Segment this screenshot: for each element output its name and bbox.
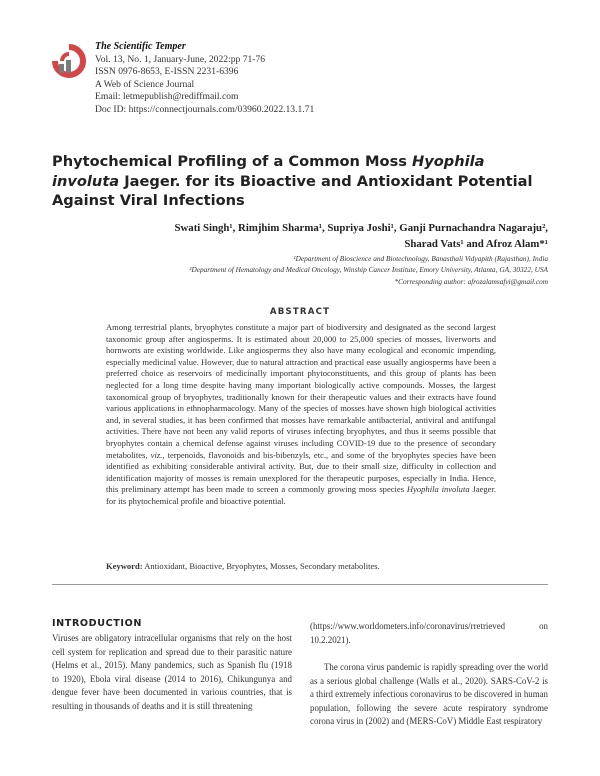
journal-volume: Vol. 13, No. 1, January-June, 2022:pp 71-76 bbox=[95, 53, 266, 65]
corresponding-author: *Corresponding author: afrozalamsafvi@gmail.com bbox=[394, 276, 548, 286]
introduction-right-column: The corona virus pandemic is rapidly spreading over the world as a serious global challenge (Walls et al., 2020). SARS-CoV-2 is a third extremely infectious coronavirus to be discovered in human population, following the severe acute respiratory syndrome corona virus in (2002) and (MERS-CoV) Middle East respiratory bbox=[310, 662, 548, 727]
abstract-heading: ABSTRACT bbox=[269, 307, 331, 317]
title-species: Hyophila involuta bbox=[52, 153, 485, 190]
journal-info bbox=[95, 41, 395, 117]
abstract-text-1: Among terrestrial plants, bryophytes constitute a major part of biodiversity and designated as the second largest taxonomic group after angiosperms. It is estimated about 20,000 to 25,000 species of mosses, liverworts and hornworts are existing worldwide. Like angiosperms they also have many ecological and economic impending, especially medicinal value. However, due to natural attraction and practical ease usually angiosperms have been a preferred choice as reservoirs of medicinally important phytoconstituents, and this group of plants has been neglected for a long time despite having many important biologically active compounds. Mosses, the largest taxonomical group of bryophytes, traditionally known for their therapeutic values and their extracts have found various applications in ethnopharmacology. Many of the species of mosses have shown high biological activities and, in several studies, it has been confirmed that mosses have remarkable antibacterial, antiviral and antifungal activities. There have not been any valid reports of viruses infecting bryophytes, and thus it seems possible that bryophytes contain a chemical defense against viruses including COVID-19 due to the presence of secondary metabolites, bbox=[106, 322, 496, 460]
author-list bbox=[88, 220, 548, 252]
abstract-text-2: , terpenoids, flavonoids and bis-bibenzyls, etc., and some of the bryophytes species have been identified as exhibiting considerable antiviral activity. But, due to their small size, difficulty in collection and identification majority of mosses is remain unexplored for the therapeutic purposes, especially in India. Hence, this preliminary attempt has been made to screen a commonly growing moss species bbox=[106, 449, 496, 495]
introduction-heading: INTRODUCTION bbox=[52, 618, 142, 629]
journal-email: Email: letmepublish@rediffmail.com bbox=[95, 91, 239, 103]
introduction-right-reference: (https://www.worldometers.info/coronavirus/rretrieved on 10.2.2021). bbox=[310, 621, 548, 645]
affiliation-2: ²Department of Hematology and Medical Oncology, Winship Cancer Institute, Emory University, Atlanta, GA, 30322, USA bbox=[189, 265, 548, 275]
journal-index: A Web of Science Journal bbox=[95, 78, 195, 90]
keywords bbox=[106, 561, 506, 573]
abstract-text-3: Jaeger. for its phytochemical profile and bioactive potential. bbox=[106, 484, 496, 506]
abstract-species: Hyophila involuta bbox=[406, 484, 470, 495]
authors-line-2: Sharad Vats¹ and Afroz Alam*¹ bbox=[404, 238, 548, 250]
abstract-body bbox=[106, 322, 496, 508]
introduction-left-column: Viruses are obligatory intracellular organisms that rely on the host cell system for replication and spread due to their parasitic nature (Helms et al., 2015). Many pandemics, such as Spanish flu (1918 to 1920), Ebola viral disease (2014 to 2016), Chikungunya and dengue fever have been documented in various countries, that is resulting in thousands of deaths and it is still threatening bbox=[52, 633, 292, 711]
journal-doc-id: Doc ID: https://connectjournals.com/03960.2022.13.1.71 bbox=[95, 103, 315, 115]
title-part-1: Phytochemical Profiling of a Common Moss bbox=[52, 153, 413, 170]
keyword-label: Keyword: bbox=[106, 561, 143, 571]
affiliation-1: ¹Department of Bioscience and Biotechnology, Banasthali Vidyapith (Rajasthan), India bbox=[293, 254, 548, 263]
journal-logo-icon bbox=[52, 44, 86, 78]
journal-name: The Scientific Temper bbox=[95, 41, 186, 52]
authors-line-1: Swati Singh¹, Rimjhim Sharma¹, Supriya Joshi¹, Ganji Purnachandra Nagaraju², bbox=[174, 222, 548, 234]
affiliations bbox=[8, 253, 548, 287]
title-part-2: Jaeger. for its Bioactive and Antioxidant Potential Against Viral Infections bbox=[52, 172, 533, 209]
section-divider bbox=[52, 584, 548, 585]
abstract-viz: viz. bbox=[150, 449, 163, 460]
paper-title bbox=[52, 152, 552, 211]
keyword-list: Antioxidant, Bioactive, Bryophytes, Mosses, Secondary metabolites. bbox=[142, 561, 380, 571]
journal-issn: ISSN 0976-8653, E-ISSN 2231-6396 bbox=[95, 66, 239, 78]
